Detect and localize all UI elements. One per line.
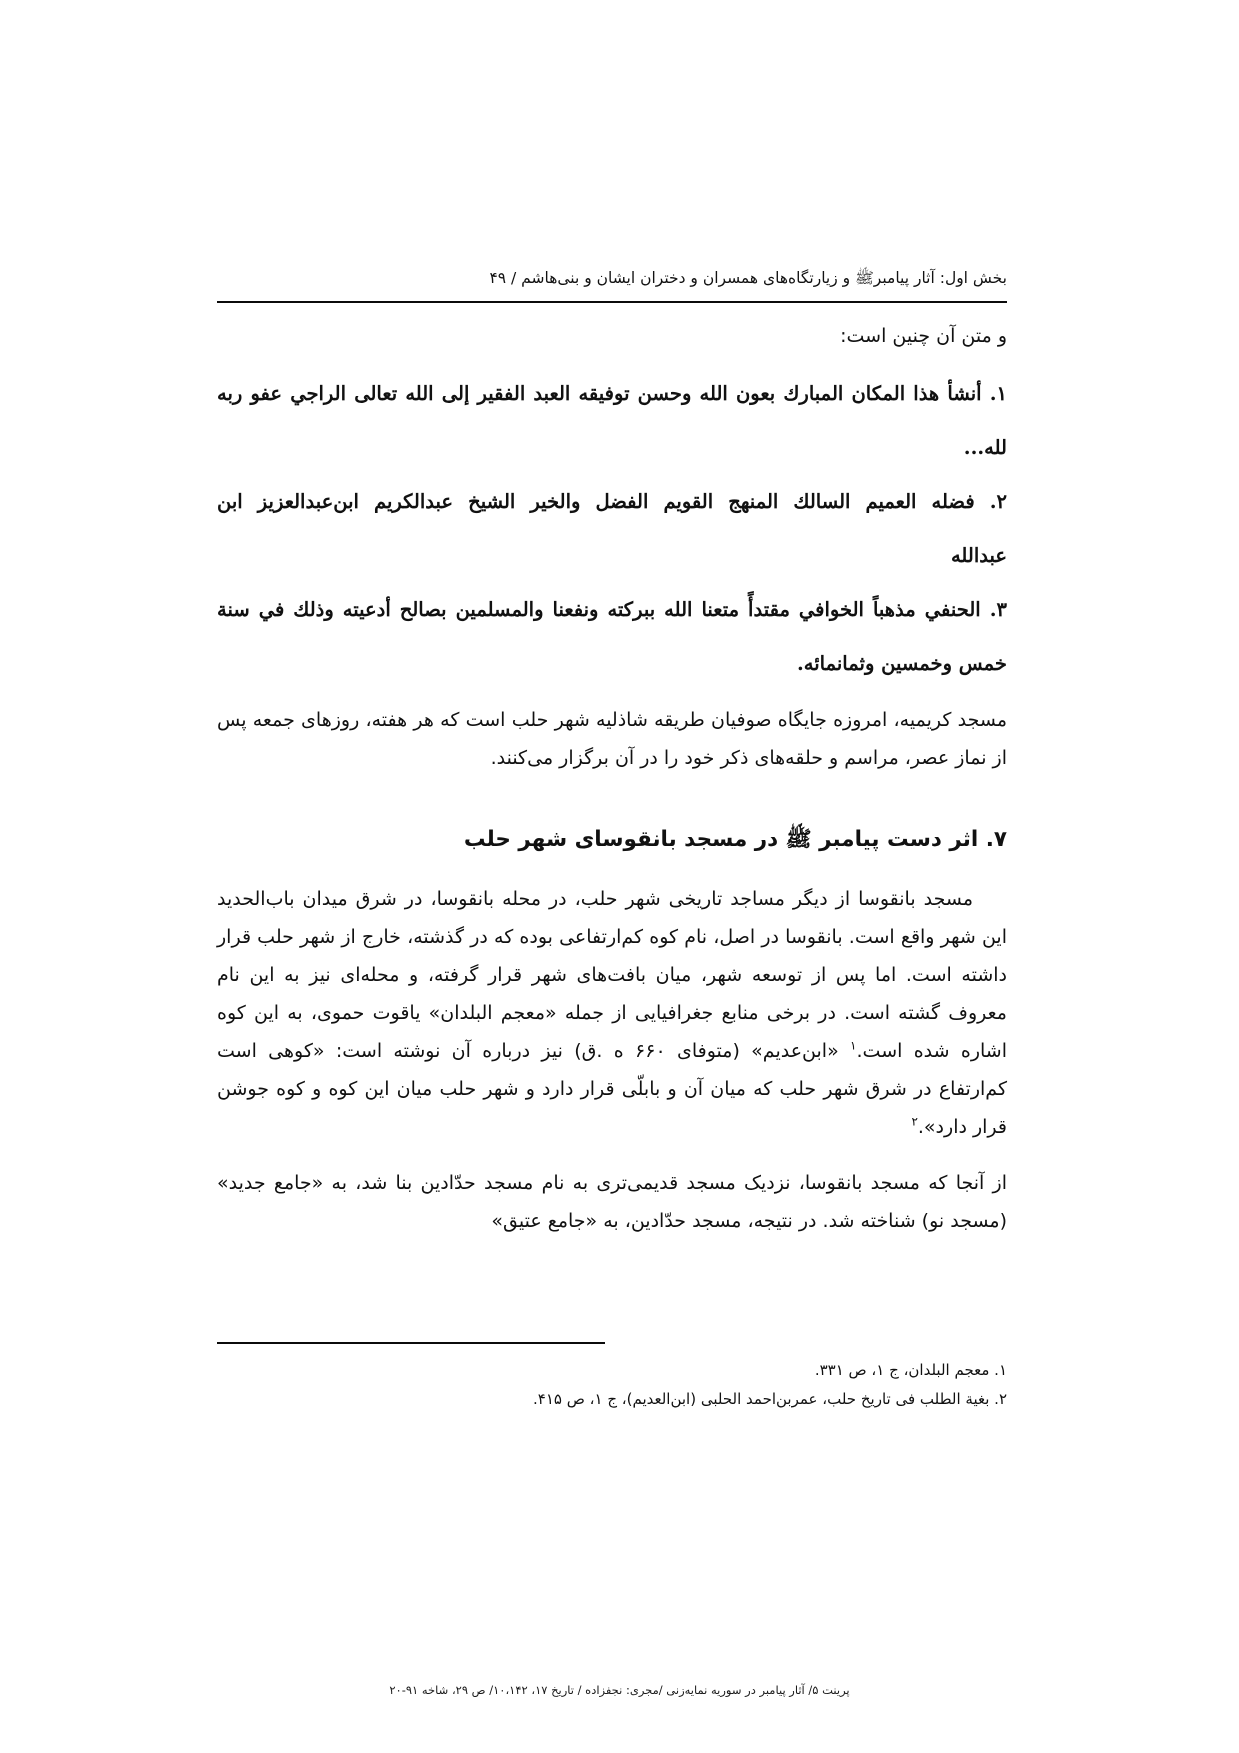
footnote-list: [217, 1356, 1007, 1415]
footnote-item-2: ۲. بغیة الطلب فی تاریخ حلب، عمربن‌احمد الحلبی (ابن‌العدیم)، ج ۱، ص ۴۱۵.: [533, 1390, 1007, 1409]
page-body: [217, 320, 1007, 1254]
inscription-item-1-line-2: لله...: [963, 436, 1007, 460]
footnote-divider: [217, 1342, 605, 1344]
paragraph-banqusa-1: [217, 880, 1007, 1146]
running-header: بخش اول: آثار پیامبرﷺ و زیارتگاه‌های همسران و دختران ایشان و بنی‌هاشم / ۴۹: [489, 269, 1007, 287]
footnote-item-1: ۱. معجم البلدان، ج ۱، ص ۳۳۱.: [814, 1361, 1007, 1379]
inscription-item-3-line-1: ۳. الحنفي مذهباً الخوافي مقتدأً متعنا الله ببركته ونفعنا والمسلمين بصالح أدعيته وذلك في سنة: [217, 598, 1007, 622]
inscription-item-2-line-1: ۲. فضله العميم السالك المنهج القويم الفضل والخير الشيخ عبدالكريم ابن‌عبدالعزيز ابن: [217, 490, 1007, 514]
inscription-item-1-line-1: ۱. أنشأ هذا المكان المبارك بعون الله وحسن توفيقه العبد الفقير إلى الله تعالى الراجي عفو ربه: [217, 382, 1007, 406]
header-divider: [217, 301, 1007, 303]
paragraph-karimiyeh: مسجد کریمیه، امروزه جایگاه صوفیان طریقه شاذلیه شهر حلب است که هر هفته، روزهای جمعه پس از نماز عصر، مراسم و حلقه‌های ذکر خود را در آن برگزار می‌کنند.: [217, 709, 1007, 770]
inscription-item-3-line-2: خمس وخمسين وثمانمائه.: [796, 652, 1007, 676]
footnote-ref-2[interactable]: ۲: [911, 1114, 918, 1129]
inscription-item-2-line-2: عبدالله: [950, 544, 1007, 568]
production-strip: پرینت ۵/ آثار پیامبر در سوریه نمایه‌زنی /مجری: نجفزاده / تاریخ ۱۷، ۱۰،۱۴۲/ ص ۲۹، شاخه ۹۱-۲۰: [389, 1683, 850, 1697]
section-heading-7: ۷. اثر دست پیامبر ﷺ در مسجد بانقوسای شهر حلب: [463, 827, 1007, 853]
paragraph-banqusa-1-text-b: «ابن‌عدیم» (متوفای ۶۶۰ ه .ق) نیز درباره آن نوشته است: «کوهی است کم‌ارتفاع در شرق شهر حلب که میان آن و بابلّی قرار دارد و شهر حلب میان این کوه و کوه جوشن قرار دارد».: [217, 1040, 1007, 1139]
paragraph-banqusa-2: از آنجا که مسجد بانقوسا، نزدیک مسجد قدیمی‌تری به نام مسجد حدّادین بنا شد، به «جامع جدید» (مسجد نو) شناخته شد. در نتیجه، مسجد حدّادین، به «جامع عتیق»: [217, 1172, 1007, 1233]
paragraph-banqusa-1-text-a: مسجد بانقوسا از دیگر مساجد تاریخی شهر حلب، در محله بانقوسا، در شرق میدان باب‌الحدید این شهر واقع است. بانقوسا در اصل، نام کوه کم‌ارتفاعی بوده که در گذشته، خارج از شهر حلب قرار داشته است. اما پس از توسعه شهر، میان بافت‌های شهر قرار گرفته، و محله‌ای نیز به این نام معروف گشته است. در برخی منابع جغرافیایی از جمله «معجم البلدان» یاقوت حموی، به این کوه اشاره شده است.: [217, 888, 1008, 1063]
footnote-ref-1[interactable]: ۱: [850, 1038, 857, 1053]
lead-line: و متن آن چنین است:: [840, 325, 1007, 347]
